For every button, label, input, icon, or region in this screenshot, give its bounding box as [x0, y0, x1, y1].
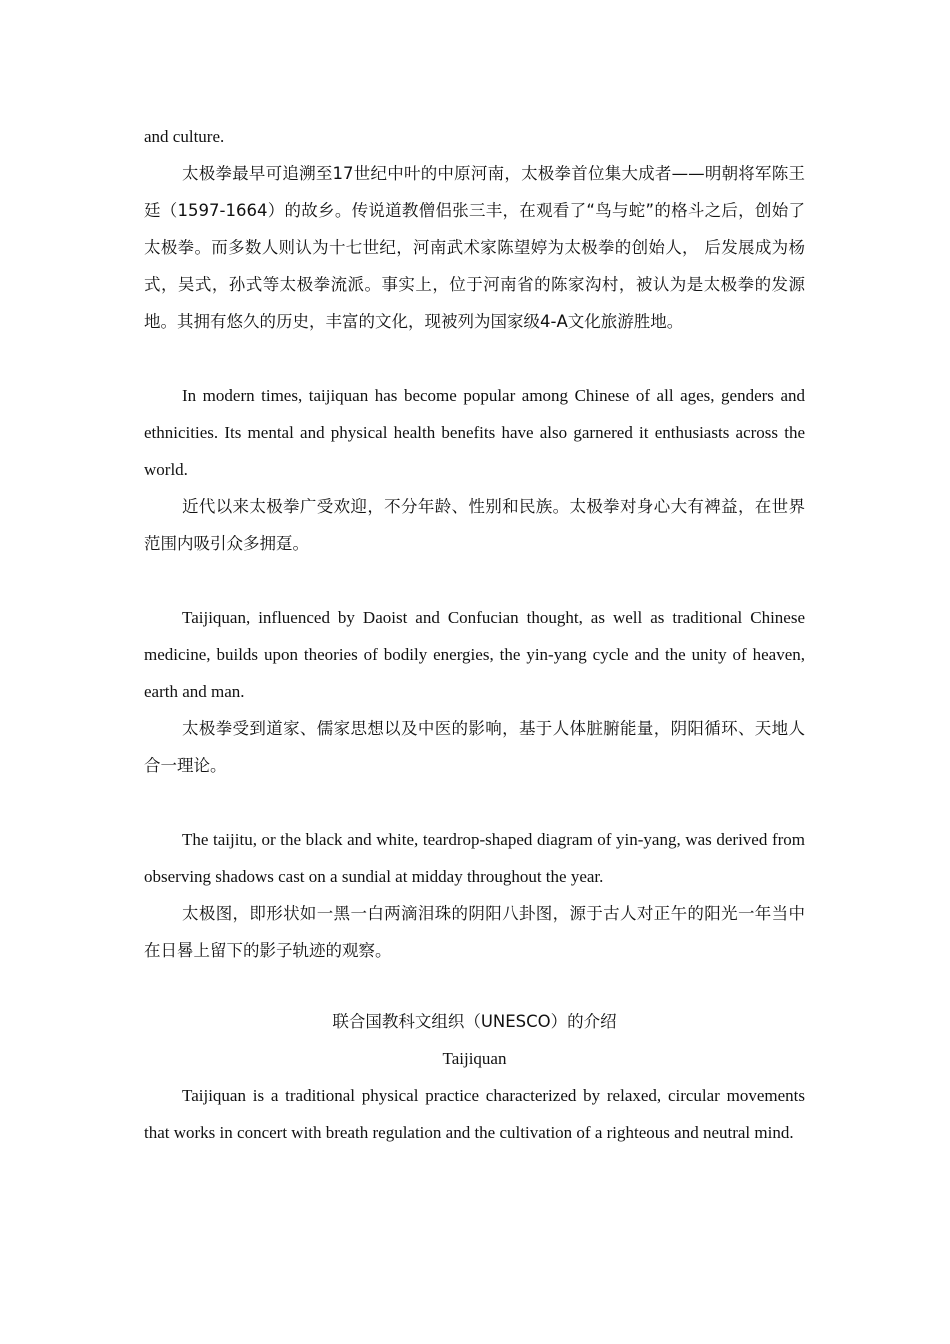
section-heading-cn: 联合国教科文组织（UNESCO）的介绍 [332, 1012, 617, 1031]
paragraph-taijitu-cn: 太极图，即形状如一黑一白两滴泪珠的阴阳八卦图，源于古人对正午的阳光一年当中在日晷上留下的影子轨迹的观察。 [144, 904, 805, 960]
paragraph-gap [144, 340, 805, 377]
paragraph-taijitu-en: The taijitu, or the black and white, teardrop-shaped diagram of yin-yang, was derived from observing shadows cast on a sundial at midday throughout the year. [144, 830, 805, 886]
paragraph-gap [144, 969, 805, 1003]
paragraph-influence-cn: 太极拳受到道家、儒家思想以及中医的影响，基于人体脏腑能量，阴阳循环、天地人合一理论。 [144, 719, 805, 775]
paragraph-modern-cn: 近代以来太极拳广受欢迎，不分年龄、性别和民族。太极拳对身心大有裨益，在世界范围内吸引众多拥趸。 [144, 497, 805, 553]
paragraph-influence-en: Taijiquan, influenced by Daoist and Confucian thought, as well as traditional Chinese medicine, builds upon theories of bodily energies, the yin-yang cycle and the unity of heaven, earth and man. [144, 608, 805, 701]
paragraph-origin-cn: 太极拳最早可追溯至17世纪中叶的中原河南，太极拳首位集大成者——明朝将军陈王廷（1597-1664）的故乡。传说道教僧侣张三丰，在观看了“鸟与蛇”的格斗之后，创始了太极拳。而多数人则认为十七世纪，河南武术家陈望婷为太极拳的创始人， 后发展成为杨式，吴式，孙式等太极拳流派。事实上，位于河南省的陈家沟村，被认为是太极拳的发源地。其拥有悠久的历史，丰富的文化，现被列为国家级4-A文化旅游胜地。 [144, 164, 805, 331]
section-body: Taijiquan is a traditional physical practice characterized by relaxed, circular movements that works in concert with breath regulation and the cultivation of a righteous and neutral mind. [144, 1086, 805, 1142]
document-page [144, 118, 805, 1151]
paragraph-gap [144, 562, 805, 599]
paragraph-gap [144, 784, 805, 821]
paragraph-modern-en: In modern times, taijiquan has become popular among Chinese of all ages, genders and ethnicities. Its mental and physical health benefits have also garnered it enthusiasts across the world. [144, 386, 805, 479]
section-heading-en: Taijiquan [442, 1049, 507, 1068]
continued-line: and culture. [144, 127, 225, 146]
